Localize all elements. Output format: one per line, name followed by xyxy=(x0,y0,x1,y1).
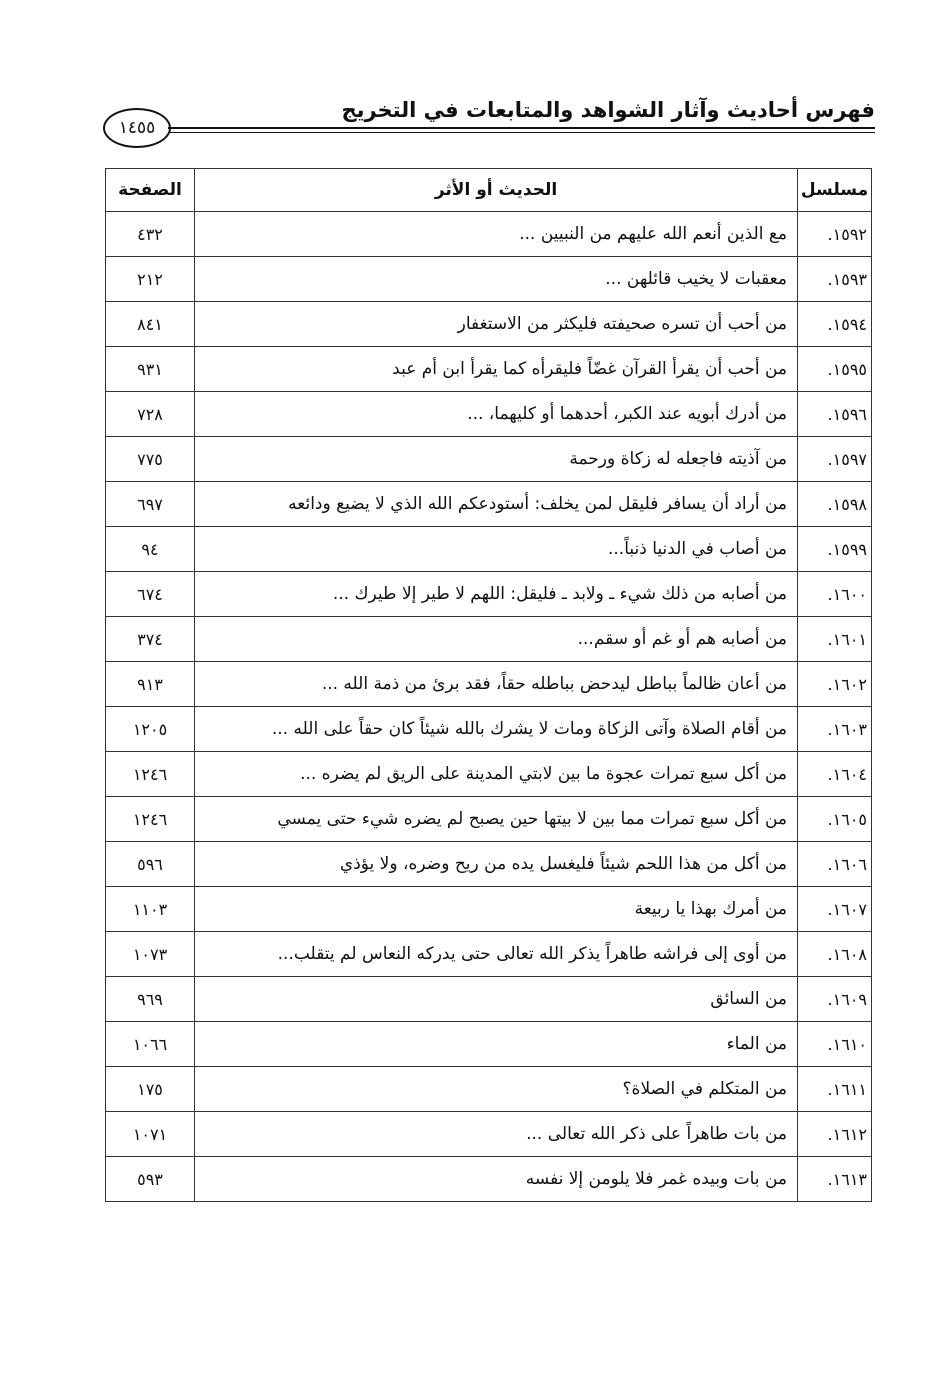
page-number-cell: ٥٩٦ xyxy=(106,842,195,887)
serial-cell: ١٦١١. xyxy=(798,1067,872,1112)
page-number-cell: ٩٣١ xyxy=(106,347,195,392)
table-row xyxy=(106,932,872,977)
table-row xyxy=(106,482,872,527)
column-header-page: الصفحة xyxy=(106,169,195,212)
page-number-cell: ١٠٦٦ xyxy=(106,1022,195,1067)
serial-cell: ١٥٩٩. xyxy=(798,527,872,572)
hadith-cell: من السائق xyxy=(195,977,798,1022)
page-number-cell: ٩٤ xyxy=(106,527,195,572)
serial-cell: ١٦٠٠. xyxy=(798,572,872,617)
hadith-cell: من بات طاهراً على ذكر الله تعالى ... xyxy=(195,1112,798,1157)
hadith-cell: من أعان ظالماً بباطل ليدحض بباطله حقاً، فقد برئ من ذمة الله ... xyxy=(195,662,798,707)
hadith-cell: معقبات لا يخيب قائلهن ... xyxy=(195,257,798,302)
page-number-cell: ٩١٣ xyxy=(106,662,195,707)
header-rule xyxy=(168,127,875,129)
hadith-cell: من بات وبيده غمر فلا يلومن إلا نفسه xyxy=(195,1157,798,1202)
table-row xyxy=(106,797,872,842)
hadith-cell: من أكل سبع تمرات عجوة ما بين لابتي المدينة على الريق لم يضره ... xyxy=(195,752,798,797)
page-number-cell: ٧٢٨ xyxy=(106,392,195,437)
page-number-cell: ٨٤١ xyxy=(106,302,195,347)
hadith-cell: مع الذين أنعم الله عليهم من النبيين ... xyxy=(195,212,798,257)
serial-cell: ١٥٩٢. xyxy=(798,212,872,257)
serial-cell: ١٦١٣. xyxy=(798,1157,872,1202)
hadith-cell: من أصاب في الدنيا ذنباً... xyxy=(195,527,798,572)
page-header xyxy=(100,92,875,152)
serial-cell: ١٦٠٥. xyxy=(798,797,872,842)
hadith-cell: من أوى إلى فراشه طاهراً يذكر الله تعالى حتى يدركه النعاس لم يتقلب... xyxy=(195,932,798,977)
page-number-cell: ٣٧٤ xyxy=(106,617,195,662)
hadith-cell: من أمرك بهذا يا ربيعة xyxy=(195,887,798,932)
hadith-cell: من أكل سبع تمرات مما بين لا بيتها حين يصبح لم يضره شيء حتى يمسي xyxy=(195,797,798,842)
page-number-cell: ٦٩٧ xyxy=(106,482,195,527)
hadith-cell: من أحب أن تسره صحيفته فليكثر من الاستغفار xyxy=(195,302,798,347)
serial-cell: ١٥٩٨. xyxy=(798,482,872,527)
hadith-cell: من أصابه هم أو غم أو سقم... xyxy=(195,617,798,662)
serial-cell: ١٥٩٥. xyxy=(798,347,872,392)
table-row xyxy=(106,1157,872,1202)
page-number-cell: ٢١٢ xyxy=(106,257,195,302)
page-number-cell: ١٧٥ xyxy=(106,1067,195,1112)
serial-cell: ١٦١٠. xyxy=(798,1022,872,1067)
table-row xyxy=(106,257,872,302)
page-number-cell: ٥٩٣ xyxy=(106,1157,195,1202)
page-number-cell: ١٠٧١ xyxy=(106,1112,195,1157)
table-row xyxy=(106,707,872,752)
table-row xyxy=(106,662,872,707)
serial-cell: ١٦٠٨. xyxy=(798,932,872,977)
serial-cell: ١٦١٢. xyxy=(798,1112,872,1157)
table-row xyxy=(106,1112,872,1157)
hadith-cell: من آذيته فاجعله له زكاة ورحمة xyxy=(195,437,798,482)
table-row xyxy=(106,347,872,392)
page-number-cell: ١٠٧٣ xyxy=(106,932,195,977)
table-header-row xyxy=(106,169,872,212)
table-row xyxy=(106,617,872,662)
serial-cell: ١٥٩٧. xyxy=(798,437,872,482)
serial-cell: ١٦٠٣. xyxy=(798,707,872,752)
table-row xyxy=(106,887,872,932)
table-row xyxy=(106,977,872,1022)
serial-cell: ١٦٠٤. xyxy=(798,752,872,797)
page-number-cell: ١١٠٣ xyxy=(106,887,195,932)
table-row xyxy=(106,572,872,617)
hadith-index-table xyxy=(105,168,872,1202)
column-header-hadith: الحديث أو الأثر xyxy=(195,169,798,212)
serial-cell: ١٦٠٢. xyxy=(798,662,872,707)
table-row xyxy=(106,392,872,437)
page-number-cell: ١٢٤٦ xyxy=(106,752,195,797)
serial-cell: ١٦٠٧. xyxy=(798,887,872,932)
table-row xyxy=(106,302,872,347)
serial-cell: ١٥٩٦. xyxy=(798,392,872,437)
page-number-cell: ٦٧٤ xyxy=(106,572,195,617)
running-title: فهرس أحاديث وآثار الشواهد والمتابعات في التخريج xyxy=(341,98,875,122)
serial-cell: ١٦٠٦. xyxy=(798,842,872,887)
page-number-badge: ١٤٥٥ xyxy=(103,108,171,148)
serial-cell: ١٥٩٤. xyxy=(798,302,872,347)
serial-cell: ١٦٠٩. xyxy=(798,977,872,1022)
header-rule-thin xyxy=(168,132,875,133)
table-row xyxy=(106,1022,872,1067)
page-number-cell: ١٢٤٦ xyxy=(106,797,195,842)
page-number-cell: ٤٣٢ xyxy=(106,212,195,257)
hadith-cell: من أدرك أبويه عند الكبر، أحدهما أو كليهما، ... xyxy=(195,392,798,437)
page-number-cell: ٧٧٥ xyxy=(106,437,195,482)
table-row xyxy=(106,437,872,482)
column-header-serial: مسلسل xyxy=(798,169,872,212)
table-row xyxy=(106,752,872,797)
hadith-cell: من أكل من هذا اللحم شيئاً فليغسل يده من ريح وضره، ولا يؤذي xyxy=(195,842,798,887)
table-row xyxy=(106,527,872,572)
page-number-cell: ١٢٠٥ xyxy=(106,707,195,752)
table-row xyxy=(106,842,872,887)
hadith-cell: من الماء xyxy=(195,1022,798,1067)
hadith-cell: من أقام الصلاة وآتى الزكاة ومات لا يشرك بالله شيئاً كان حقاً على الله ... xyxy=(195,707,798,752)
table-row xyxy=(106,212,872,257)
hadith-cell: من أحب أن يقرأ القرآن غضّاً فليقرأه كما يقرأ ابن أم عبد xyxy=(195,347,798,392)
hadith-cell: من أراد أن يسافر فليقل لمن يخلف: أستودعكم الله الذي لا يضيع ودائعه xyxy=(195,482,798,527)
hadith-cell: من أصابه من ذلك شيء ـ ولابد ـ فليقل: اللهم لا طير إلا طيرك ... xyxy=(195,572,798,617)
hadith-cell: من المتكلم في الصلاة؟ xyxy=(195,1067,798,1112)
table-row xyxy=(106,1067,872,1112)
serial-cell: ١٥٩٣. xyxy=(798,257,872,302)
page-number-cell: ٩٦٩ xyxy=(106,977,195,1022)
serial-cell: ١٦٠١. xyxy=(798,617,872,662)
